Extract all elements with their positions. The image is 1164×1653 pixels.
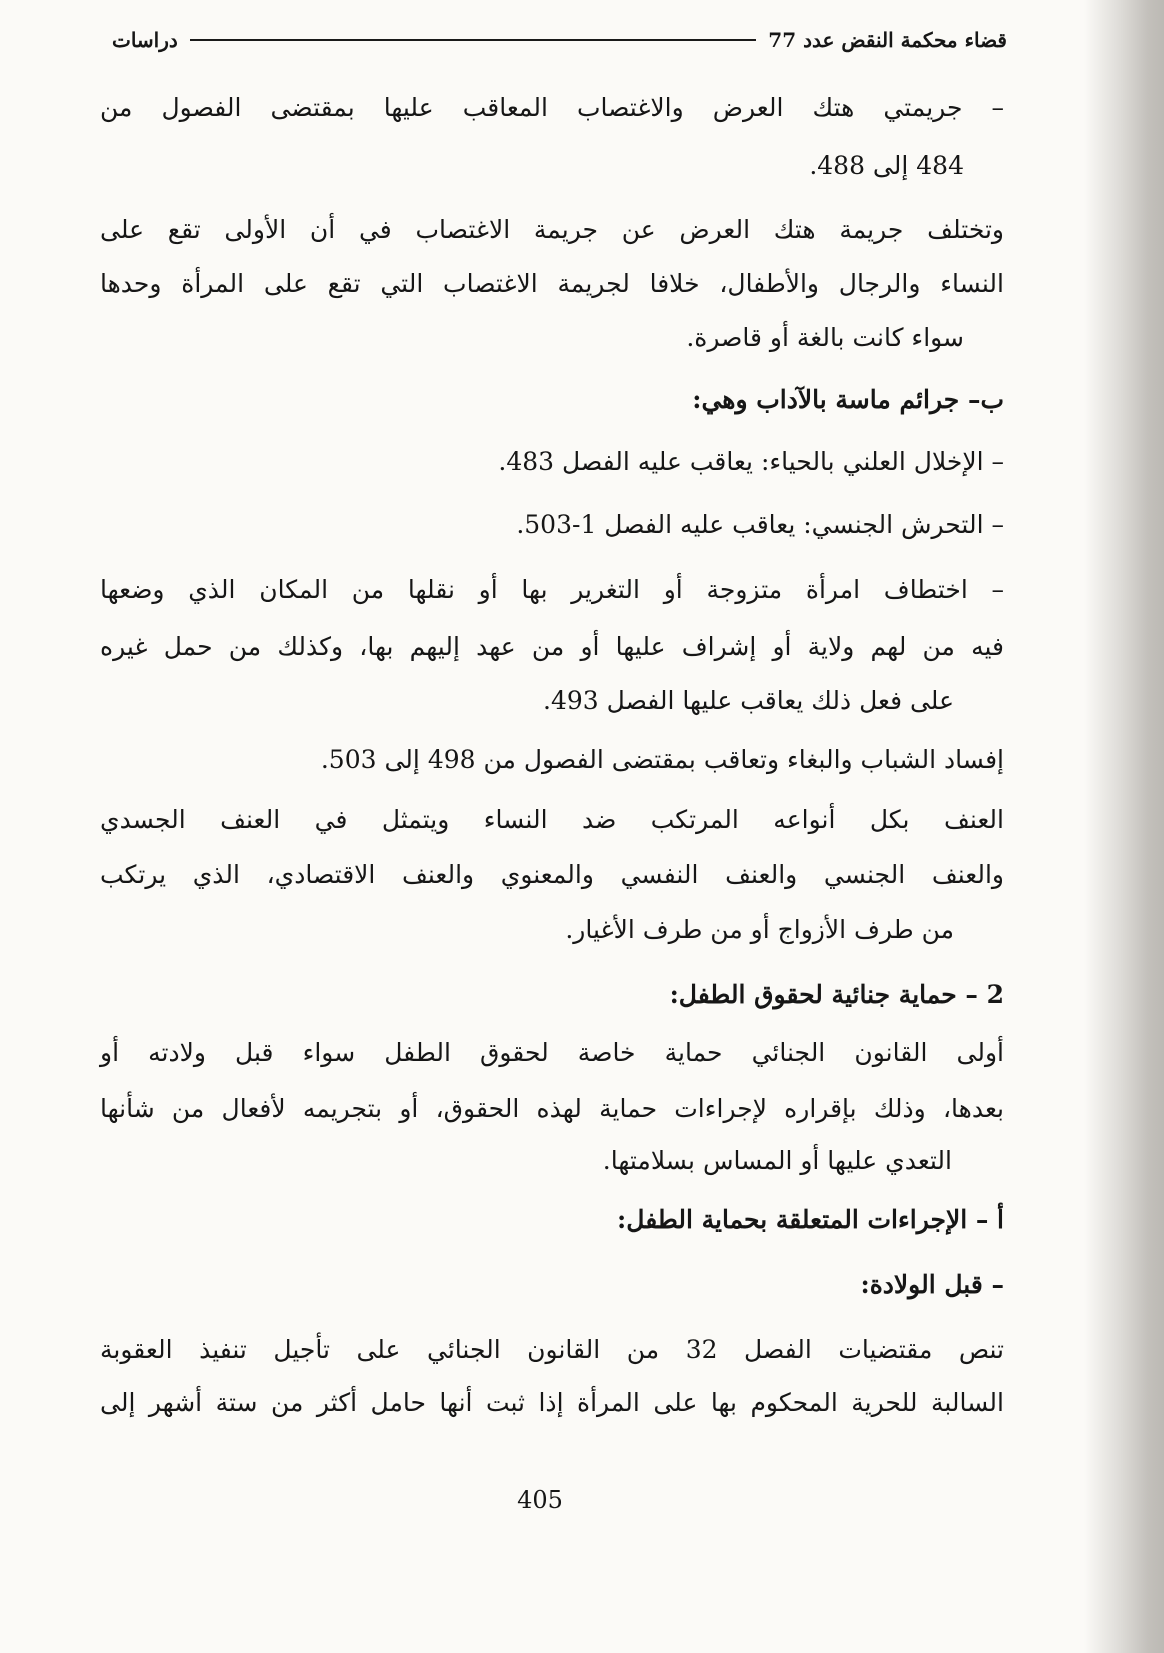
section-label: دراسات [112,28,178,52]
list-item: – التحرش الجنسي: يعاقب عليه الفصل 1-503. [516,510,1004,539]
text-line: أولى القانون الجنائي حماية خاصة لحقوق الطفل سواء قبل ولادته أو [100,1038,1004,1067]
header-rule [190,39,756,41]
text-line: – جريمتي هتك العرض والاغتصاب المعاقب عليها بمقتضى الفصول من [100,93,1004,122]
text-line: من طرف الأزواج أو من طرف الأغيار. [565,915,954,944]
text-line: بعدها، وذلك بإقراره لإجراءات حماية لهذه الحقوق، أو بتجريمه لأفعال من شأنها [100,1094,1004,1123]
list-item: – الإخلال العلني بالحياء: يعاقب عليه الفصل 483. [498,447,1004,476]
text-line: فيه من لهم ولاية أو إشراف عليها أو من عهد إليهم بها، وكذلك من حمل غيره [100,632,1004,661]
text-line: وتختلف جريمة هتك العرض عن جريمة الاغتصاب في أن الأولى تقع على [100,215,1004,244]
page-number: 405 [517,1486,563,1514]
subheading: ب– جرائم ماسة بالآداب وهي: [692,385,1004,414]
list-item: – اختطاف امرأة متزوجة أو التغرير بها أو نقلها من المكان الذي وضعها [100,575,1004,604]
running-header [112,20,1007,60]
text-line: السالبة للحرية المحكوم بها على المرأة إذا ثبت أنها حامل أكثر من ستة أشهر إلى [100,1388,1004,1417]
text-line: التعدي عليها أو المساس بسلامتها. [602,1146,952,1175]
text-line: إفساد الشباب والبغاء وتعاقب بمقتضى الفصول من 498 إلى 503. [320,745,1004,774]
text-line: على فعل ذلك يعاقب عليها الفصل 493. [543,686,954,715]
subheading: أ – الإجراءات المتعلقة بحماية الطفل: [617,1205,1004,1234]
section-heading: 2 – حماية جنائية لحقوق الطفل: [669,980,1004,1009]
text-line: والعنف الجنسي والعنف النفسي والمعنوي والعنف الاقتصادي، الذي يرتكب [100,860,1004,889]
text-line: العنف بكل أنواعه المرتكب ضد النساء ويتمثل في العنف الجسدي [100,805,1004,834]
text-line: تنص مقتضيات الفصل 32 من القانون الجنائي على تأجيل تنفيذ العقوبة [100,1335,1004,1364]
text-line: 484 إلى 488. [809,151,964,180]
text-line: النساء والرجال والأطفال، خلافا لجريمة الاغتصاب التي تقع على المرأة وحدها [100,269,1004,298]
journal-title: قضاء محكمة النقض عدد 77 [768,28,1007,52]
subheading: – قبل الولادة: [860,1270,1004,1299]
text-line: سواء كانت بالغة أو قاصرة. [686,323,964,352]
